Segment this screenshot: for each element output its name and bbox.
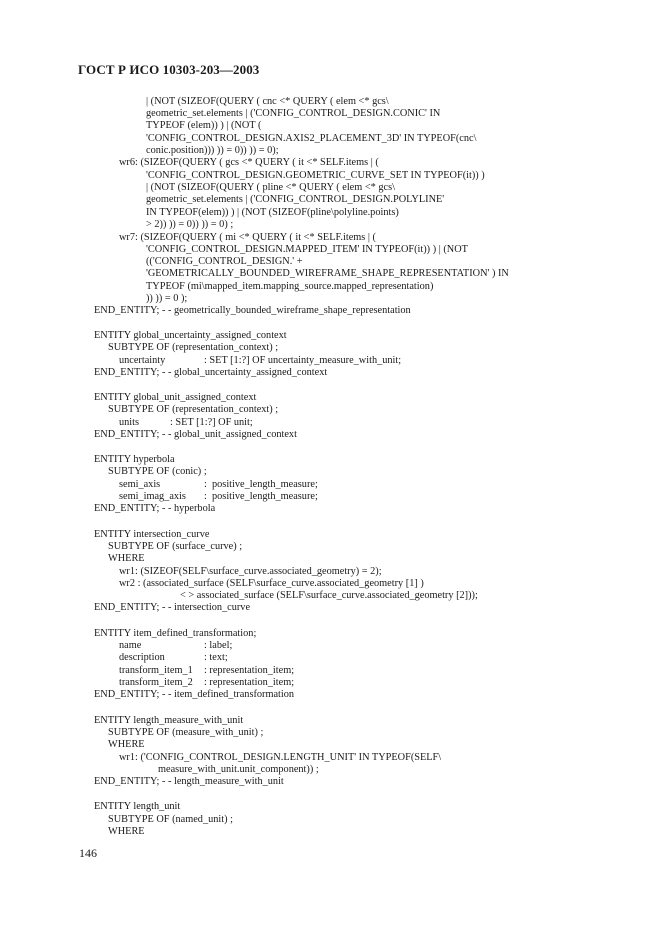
code-line: : positive_length_measure;	[204, 479, 318, 490]
code-line: semi_imag_axis	[119, 491, 186, 502]
code-line: END_ENTITY; - - geometrically_bounded_wireframe_shape_representation	[94, 305, 411, 316]
code-line: )) )) = 0 );	[146, 293, 188, 304]
code-line: wr1: ('CONFIG_CONTROL_DESIGN.LENGTH_UNIT' IN TYPEOF(SELF\	[119, 752, 442, 763]
code-line: SUBTYPE OF (surface_curve) ;	[108, 541, 243, 552]
code-line: (('CONFIG_CONTROL_DESIGN.' +	[146, 256, 303, 267]
code-line: SUBTYPE OF (representation_context) ;	[108, 342, 279, 353]
code-line: ENTITY item_defined_transformation;	[94, 628, 257, 639]
code-line: 'CONFIG_CONTROL_DESIGN.MAPPED_ITEM' IN TYPEOF(it)) ) | (NOT	[146, 244, 468, 255]
code-line: 'CONFIG_CONTROL_DESIGN.AXIS2_PLACEMENT_3D' IN TYPEOF(cnc\	[146, 133, 477, 144]
code-line: uncertainty	[119, 355, 166, 366]
page-number: 146	[79, 846, 97, 860]
code-line: geometric_set.elements | ('CONFIG_CONTROL_DESIGN.POLYLINE'	[146, 194, 445, 205]
code-line: 'GEOMETRICALLY_BOUNDED_WIREFRAME_SHAPE_REPRESENTATION' ) IN	[146, 268, 509, 279]
code-line: WHERE	[108, 739, 145, 750]
code-line: wr1: (SIZEOF(SELF\surface_curve.associated_geometry) = 2);	[119, 566, 382, 577]
code-line: description	[119, 652, 165, 663]
code-line: SUBTYPE OF (named_unit) ;	[108, 814, 233, 825]
code-line: END_ENTITY; - - length_measure_with_unit	[94, 776, 284, 787]
code-line: END_ENTITY; - - intersection_curve	[94, 602, 251, 613]
code-line: > 2)) )) = 0)) )) = 0) ;	[146, 219, 234, 230]
code-line: 'CONFIG_CONTROL_DESIGN.GEOMETRIC_CURVE_SET IN TYPEOF(it)) )	[146, 170, 485, 181]
code-line: conic.position))) )) = 0)) )) = 0);	[146, 145, 279, 156]
code-line: SUBTYPE OF (representation_context) ;	[108, 404, 279, 415]
code-line: transform_item_2	[119, 677, 193, 688]
code-line: : representation_item;	[204, 677, 295, 688]
code-line: : SET [1:?] OF uncertainty_measure_with_unit;	[204, 355, 402, 366]
code-line: ENTITY length_measure_with_unit	[94, 715, 244, 726]
code-line: END_ENTITY; - - item_defined_transformation	[94, 689, 295, 700]
code-line: WHERE	[108, 826, 145, 837]
code-line: ENTITY intersection_curve	[94, 529, 210, 540]
code-line: < > associated_surface (SELF\surface_curve.associated_geometry [2]));	[180, 590, 478, 601]
code-line: : label;	[204, 640, 233, 651]
code-line: semi_axis	[119, 479, 161, 490]
code-line: END_ENTITY; - - global_unit_assigned_context	[94, 429, 297, 440]
code-line: wr7: (SIZEOF(QUERY ( mi <* QUERY ( it <* SELF.items | (	[119, 232, 376, 243]
code-line: : text;	[204, 652, 228, 663]
code-line: wr6: (SIZEOF(QUERY ( gcs <* QUERY ( it <* SELF.items | (	[119, 157, 379, 168]
code-line: ENTITY global_uncertainty_assigned_context	[94, 330, 287, 341]
code-line: transform_item_1	[119, 665, 193, 676]
code-line: units	[119, 417, 140, 428]
code-line: WHERE	[108, 553, 145, 564]
code-line: ENTITY hyperbola	[94, 454, 175, 465]
code-line: END_ENTITY; - - hyperbola	[94, 503, 216, 514]
code-line: : positive_length_measure;	[204, 491, 318, 502]
code-line: SUBTYPE OF (conic) ;	[108, 466, 207, 477]
code-line: ENTITY length_unit	[94, 801, 181, 812]
code-line: wr2 : (associated_surface (SELF\surface_curve.associated_geometry [1] )	[119, 578, 424, 589]
code-line: | (NOT (SIZEOF(QUERY ( pline <* QUERY ( elem <* gcs\	[146, 182, 395, 193]
document-header: ГОСТ Р ИСО 10303-203—2003	[78, 62, 260, 77]
code-line: : SET [1:?] OF unit;	[170, 417, 253, 428]
code-line: geometric_set.elements | ('CONFIG_CONTROL_DESIGN.CONIC' IN	[146, 108, 441, 119]
code-line: END_ENTITY; - - global_uncertainty_assigned_context	[94, 367, 328, 378]
code-line: measure_with_unit.unit_component)) ;	[158, 764, 319, 775]
code-line: IN TYPEOF(elem)) ) | (NOT (SIZEOF(pline\polyline.points)	[146, 207, 399, 218]
code-line: ENTITY global_unit_assigned_context	[94, 392, 257, 403]
code-line: name	[119, 640, 142, 651]
code-line: TYPEOF (mi\mapped_item.mapping_source.mapped_representation)	[146, 281, 434, 292]
code-line: TYPEOF (elem)) ) | (NOT (	[146, 120, 262, 131]
code-line: : representation_item;	[204, 665, 295, 676]
code-line: | (NOT (SIZEOF(QUERY ( cnc <* QUERY ( elem <* gcs\	[146, 96, 389, 107]
code-line: SUBTYPE OF (measure_with_unit) ;	[108, 727, 264, 738]
